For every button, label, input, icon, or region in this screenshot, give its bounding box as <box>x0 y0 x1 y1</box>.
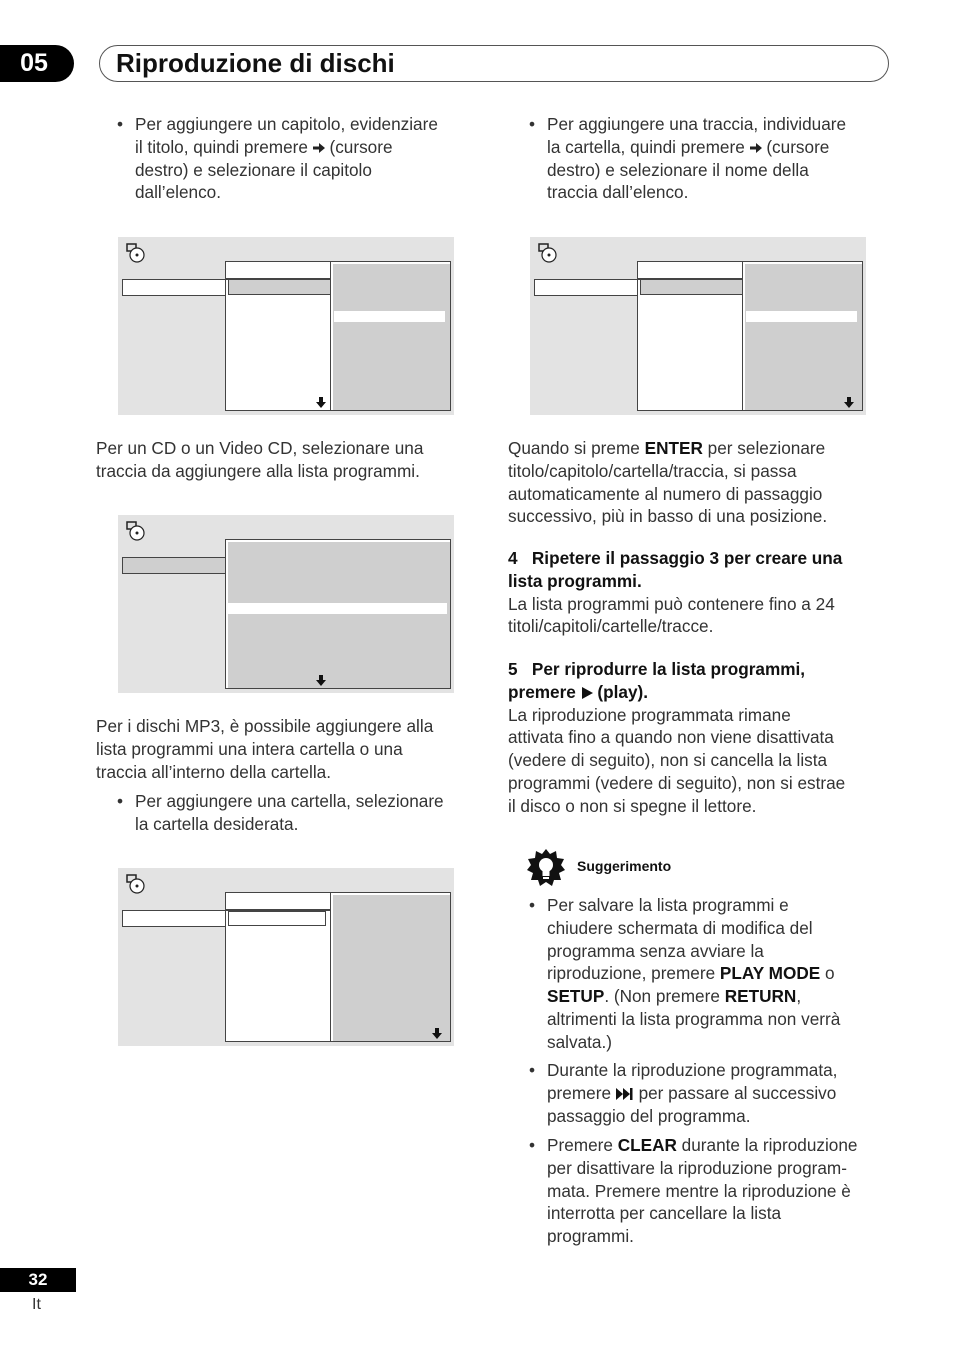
osd-tab <box>637 261 743 279</box>
left-para-cd <box>96 437 496 483</box>
bullet-dot: • <box>529 895 536 915</box>
arrow-right-icon <box>313 142 325 154</box>
text-line: Quando si preme ENTER per selezionare <box>508 438 826 458</box>
text-line: Per aggiungere un capitolo, evidenziare <box>135 114 438 134</box>
text-line: successivo, più in basso di una posizione. <box>508 506 828 527</box>
tip-bullet-save <box>529 894 897 1054</box>
osd-submenu-panel <box>330 261 451 411</box>
step-heading: 4 Ripetere il passaggio 3 per creare una <box>508 548 843 568</box>
bullet-dot: • <box>529 1135 536 1155</box>
text-line: La riproduzione programmata rimane <box>508 704 791 725</box>
text-line: il disco o non si spegne il lettore. <box>508 795 757 816</box>
bullet-dot: • <box>529 1060 536 1080</box>
text-line: programma senza avviare la <box>547 940 764 961</box>
step-heading: 5 Per riprodurre la lista programmi, <box>508 659 806 679</box>
text-line: attivata fino a quando non viene disattivata <box>508 727 834 748</box>
page-number: 32 <box>0 1268 76 1292</box>
text-line: destro) e selezionare il capitolo <box>135 159 372 180</box>
text-line: riproduzione, premere PLAY MODE o <box>547 963 835 984</box>
text-line: lista programmi una intera cartella o una <box>96 738 403 759</box>
text-line: la cartella, quindi premere (cursore <box>547 136 830 157</box>
osd-screen-mp3-track <box>530 237 866 415</box>
right-para-enter <box>508 437 898 528</box>
arrow-down-icon <box>844 397 854 408</box>
right-bullet-track <box>529 113 907 204</box>
text-line: programmi (vedere di seguito), non si estrae <box>508 772 846 793</box>
text-line: Durante la riproduzione programmata, <box>547 1060 838 1080</box>
text-line: traccia all’interno della cartella. <box>96 761 332 782</box>
disc-icon <box>126 874 146 894</box>
text-line: per disattivare la riproduzione program- <box>547 1157 847 1178</box>
osd-submenu-panel <box>742 261 863 411</box>
osd-list-panel <box>225 279 335 411</box>
osd-tab <box>225 892 331 910</box>
text-line: premere per passare al successivo <box>547 1082 837 1103</box>
osd-screen-folder <box>118 868 454 1046</box>
step-5 <box>508 658 898 818</box>
tip-label: Suggerimento <box>577 858 672 874</box>
text-line: passaggio del programma. <box>547 1105 751 1126</box>
osd-submenu-panel <box>330 892 451 1042</box>
text-line: interrotta per cancellare la lista <box>547 1203 782 1224</box>
text-line: Per un CD o un Video CD, selezionare una <box>96 438 424 458</box>
arrow-down-icon <box>316 397 326 408</box>
text-line: traccia da aggiungere alla lista programmi. <box>96 460 420 481</box>
left-para-mp3 <box>96 715 496 783</box>
text-line: Per i dischi MP3, è possibile aggiungere alla <box>96 716 434 736</box>
chapter-number: 05 <box>0 45 74 82</box>
text-line: Per aggiungere una cartella, selezionare <box>135 791 444 811</box>
text-line: La lista programmi può contenere fino a 24 <box>508 593 835 614</box>
osd-tab <box>225 261 331 279</box>
step-heading: premere (play). <box>508 681 649 702</box>
osd-selected-row <box>640 279 743 295</box>
text-line: Premere CLEAR durante la riproduzione <box>547 1135 858 1155</box>
text-line: altrimenti la lista programma non verrà <box>547 1008 841 1029</box>
text-line: salvata.) <box>547 1031 612 1052</box>
osd-list-panel <box>225 910 335 1042</box>
arrow-down-icon <box>316 675 326 686</box>
osd-selected-row <box>228 911 326 926</box>
osd-list-panel <box>637 279 747 411</box>
text-line: titoli/capitoli/cartelle/tracce. <box>508 616 714 637</box>
text-line: Per aggiungere una traccia, individuare <box>547 114 847 134</box>
text-line: la cartella desiderata. <box>135 813 299 834</box>
arrow-right-icon <box>750 142 762 154</box>
left-bullet-chapter <box>117 113 495 204</box>
osd-selected-row <box>228 279 331 295</box>
tip-bullet-next <box>529 1059 897 1127</box>
osd-highlight-row <box>746 311 857 322</box>
arrow-down-icon <box>432 1028 442 1039</box>
osd-left-tab <box>534 279 640 296</box>
osd-screen-chapter <box>118 237 454 415</box>
osd-left-tab <box>122 279 228 296</box>
text-line: automaticamente al numero di passaggio <box>508 483 823 504</box>
text-line: chiudere schermata di modifica del <box>547 917 813 938</box>
text-line: mata. Premere mentre la riproduzione è <box>547 1180 851 1201</box>
text-line: Per salvare la lista programmi e <box>547 895 789 915</box>
page-title: Riproduzione di dischi <box>116 48 395 78</box>
bullet-dot: • <box>117 791 124 811</box>
text-line: programmi. <box>547 1226 634 1247</box>
text-line: traccia dall’elenco. <box>547 182 689 203</box>
step-heading: lista programmi. <box>508 570 642 591</box>
left-bullet-folder <box>117 790 495 836</box>
text-line: il titolo, quindi premere (cursore <box>135 136 393 157</box>
language-code: It <box>32 1296 41 1313</box>
text-line: (vedere di seguito), non si cancella la lista <box>508 750 828 771</box>
bullet-dot: • <box>529 114 536 134</box>
text-line: titolo/capitolo/cartella/traccia, si passa <box>508 460 797 481</box>
osd-highlight-row <box>334 311 445 322</box>
disc-icon <box>538 243 558 263</box>
text-line: dall’elenco. <box>135 182 221 203</box>
osd-screen-track <box>118 515 454 693</box>
osd-left-tab <box>122 557 228 574</box>
lightbulb-tip-icon <box>527 849 565 887</box>
disc-icon <box>126 521 146 541</box>
tip-bullet-clear <box>529 1134 897 1248</box>
osd-highlight-row <box>228 603 447 614</box>
text-line: destro) e selezionare il nome della <box>547 159 809 180</box>
disc-icon <box>126 243 146 263</box>
step-4 <box>508 547 898 638</box>
bullet-dot: • <box>117 114 124 134</box>
play-icon <box>581 687 593 699</box>
skip-next-icon <box>616 1088 634 1100</box>
osd-left-tab <box>122 910 228 927</box>
text-line: SETUP. (Non premere RETURN, <box>547 986 802 1007</box>
osd-list-panel <box>225 539 451 689</box>
